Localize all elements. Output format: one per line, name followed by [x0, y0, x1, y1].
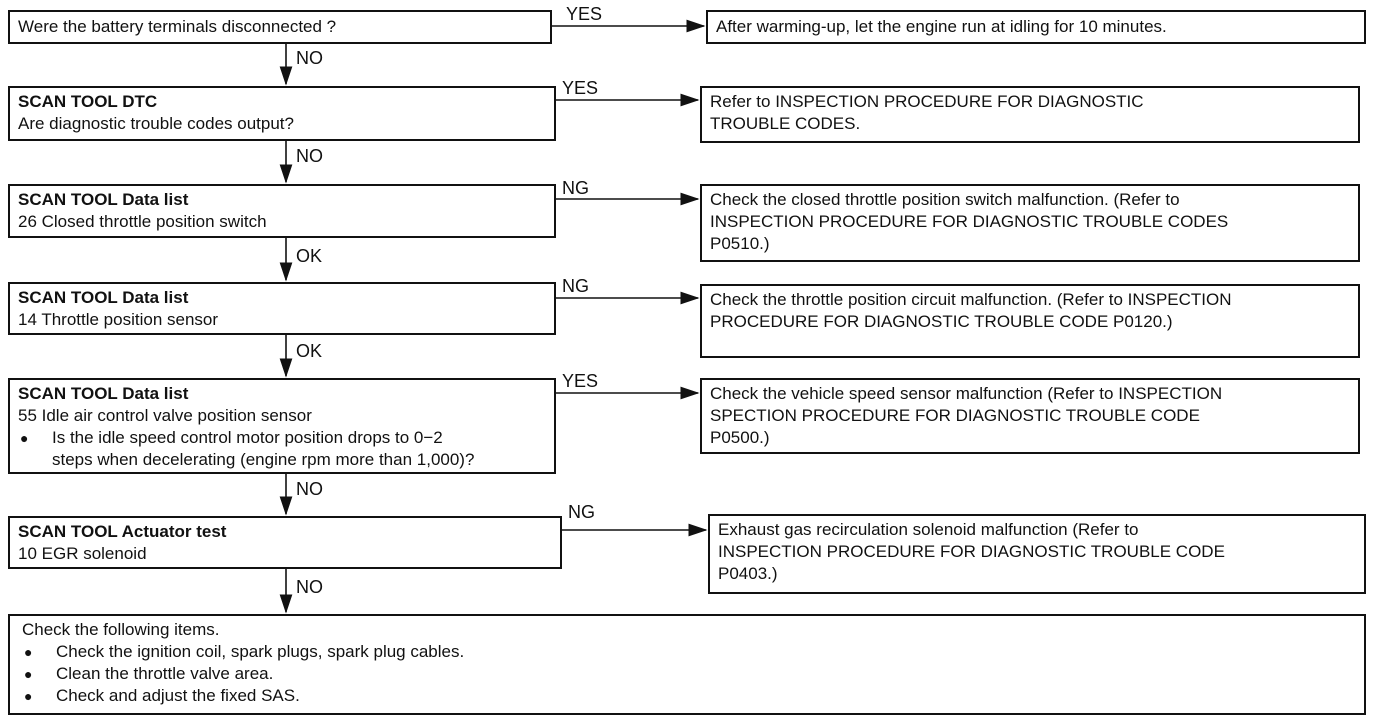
final-check-item: ● Check the ignition coil, spark plugs, spark plug cables.	[22, 641, 1356, 663]
label-ng-6: NG	[568, 502, 595, 522]
data-list-55-box	[8, 378, 556, 474]
scan-tool-dtc-title: SCAN TOOL DTC	[18, 92, 158, 111]
data-list-55-bullet-line-2: steps when decelerating (engine rpm more than 1,000)?	[52, 450, 475, 469]
result-p0510-box	[700, 184, 1360, 262]
data-list-14-box	[8, 282, 556, 335]
result-p0500-box	[700, 378, 1360, 454]
result-p0403-line-1: Exhaust gas recirculation solenoid malfunction (Refer to	[718, 520, 1139, 539]
label-ok-4: OK	[296, 341, 323, 361]
label-no-6: NO	[296, 577, 323, 597]
result-p0500-line-3: P0500.)	[710, 428, 770, 447]
label-yes-1: YES	[566, 4, 603, 24]
result-p0500-line-1: Check the vehicle speed sensor malfunction (Refer to INSPECTION	[710, 384, 1223, 403]
result-warm-up-box	[706, 10, 1366, 44]
data-list-55-item: 55 Idle air control valve position sensor	[18, 406, 312, 425]
data-list-14-item: 14 Throttle position sensor	[18, 310, 219, 329]
result-p0120-box	[700, 284, 1360, 358]
label-yes-5: YES	[562, 371, 599, 391]
label-ok-3: OK	[296, 246, 323, 266]
scan-tool-dtc-question: Are diagnostic trouble codes output?	[18, 114, 294, 133]
label-ng-4: NG	[562, 276, 589, 296]
final-check-item: ● Check and adjust the fixed SAS.	[22, 685, 1356, 707]
label-no-1: NO	[296, 48, 323, 68]
data-list-55-bullet-line-1: ● Is the idle speed control motor position drops to 0−2	[18, 427, 546, 449]
label-yes-2: YES	[562, 78, 599, 98]
data-list-26-title: SCAN TOOL Data list	[18, 190, 189, 209]
result-p0510-line-3: P0510.)	[710, 234, 770, 253]
result-p0500-line-2: SPECTION PROCEDURE FOR DIAGNOSTIC TROUBLE CODE	[710, 406, 1200, 425]
result-dtc-box	[700, 86, 1360, 143]
final-check-item: ● Clean the throttle valve area.	[22, 663, 1356, 685]
actuator-test-title: SCAN TOOL Actuator test	[18, 522, 227, 541]
data-list-26-box	[8, 184, 556, 238]
result-warm-up-text: After warming-up, let the engine run at idling for 10 minutes.	[716, 17, 1167, 36]
result-p0403-line-3: P0403.)	[718, 564, 778, 583]
data-list-14-title: SCAN TOOL Data list	[18, 288, 189, 307]
result-p0120-line-2: PROCEDURE FOR DIAGNOSTIC TROUBLE CODE P0120.)	[710, 312, 1173, 331]
final-check-box	[8, 614, 1366, 715]
label-ng-3: NG	[562, 178, 589, 198]
data-list-55-title: SCAN TOOL Data list	[18, 384, 189, 403]
label-no-5: NO	[296, 479, 323, 499]
result-dtc-line-2: TROUBLE CODES.	[710, 114, 861, 133]
question-battery-box	[8, 10, 552, 44]
data-list-26-item: 26 Closed throttle position switch	[18, 212, 267, 231]
result-p0510-line-2: INSPECTION PROCEDURE FOR DIAGNOSTIC TROUBLE CODES	[710, 212, 1229, 231]
final-check-intro: Check the following items.	[22, 620, 220, 639]
label-no-2: NO	[296, 146, 323, 166]
result-p0403-line-2: INSPECTION PROCEDURE FOR DIAGNOSTIC TROUBLE CODE	[718, 542, 1225, 561]
question-battery-text: Were the battery terminals disconnected ?	[18, 17, 337, 36]
result-dtc-line-1: Refer to INSPECTION PROCEDURE FOR DIAGNOSTIC	[710, 92, 1144, 111]
result-p0510-line-1: Check the closed throttle position switch malfunction. (Refer to	[710, 190, 1180, 209]
actuator-test-item: 10 EGR solenoid	[18, 544, 147, 563]
result-p0403-box	[708, 514, 1366, 594]
actuator-test-box	[8, 516, 562, 569]
result-p0120-line-1: Check the throttle position circuit malfunction. (Refer to INSPECTION	[710, 290, 1232, 309]
scan-tool-dtc-box	[8, 86, 556, 141]
